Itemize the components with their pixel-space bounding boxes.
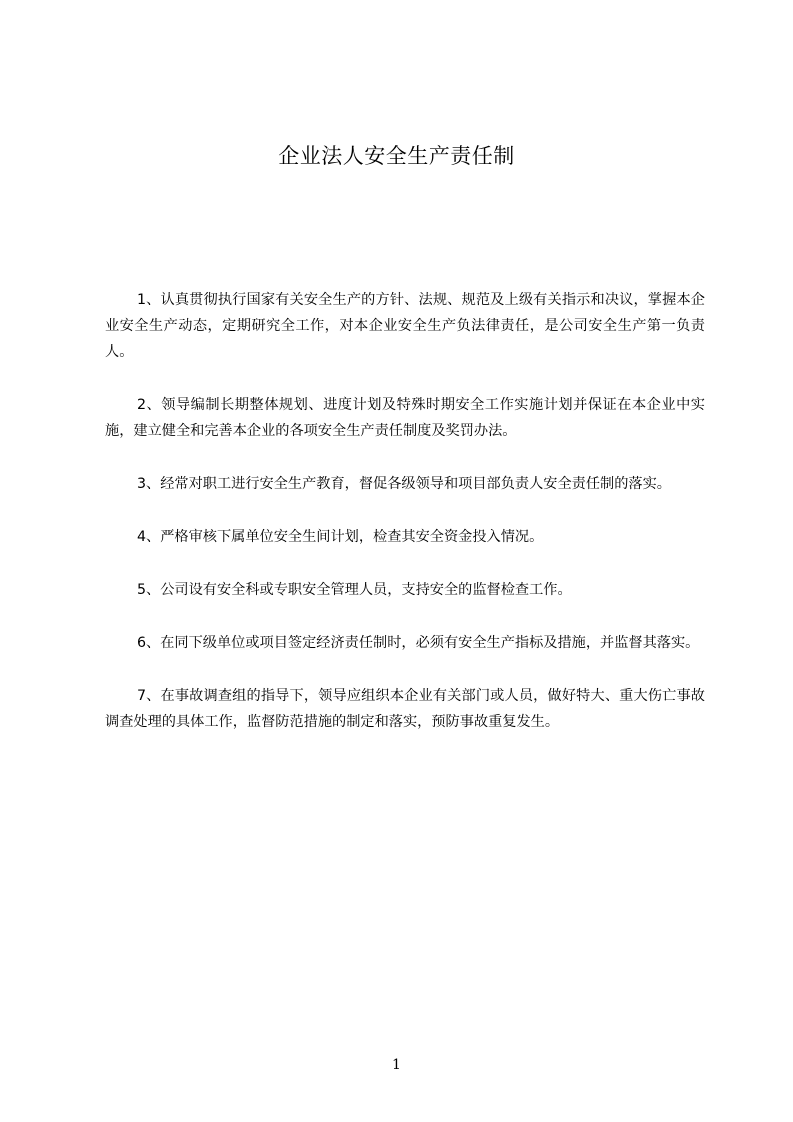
- document-title: 企业法人安全生产责任制: [278, 144, 515, 168]
- document-body: [105, 287, 705, 762]
- paragraph-2: 2、领导编制长期整体规划、进度计划及特殊时期安全工作实施计划并保证在本企业中实施，建立健全和完善本企业的各项安全生产责任制度及奖罚办法。: [105, 397, 705, 439]
- paragraph-6: 6、在同下级单位或项目签定经济责任制时，必须有安全生产指标及措施，并监督其落实。: [137, 635, 700, 651]
- paragraph-1: 1、认真贯彻执行国家有关安全生产的方针、法规、规范及上级有关指示和决议，掌握本企业安全生产动态，定期研究全工作，对本企业安全生产负法律责任，是公司安全生产第一负责人。: [105, 292, 705, 360]
- paragraph-3: 3、经常对职工进行安全生产教育，督促各级领导和项目部负责人安全责任制的落实。: [137, 476, 671, 492]
- paragraph-7: 7、在事故调查组的指导下，领导应组织本企业有关部门或人员，做好特大、重大伤亡事故调查处理的具体工作，监督防范措施的制定和落实，预防事故重复发生。: [105, 688, 705, 730]
- paragraph-5: 5、公司设有安全科或专职安全管理人员，支持安全的监督检查工作。: [137, 582, 572, 598]
- paragraph-4: 4、严格审核下属单位安全生间计划，检查其安全资金投入情况。: [137, 529, 544, 545]
- page-number: 1: [392, 1057, 401, 1073]
